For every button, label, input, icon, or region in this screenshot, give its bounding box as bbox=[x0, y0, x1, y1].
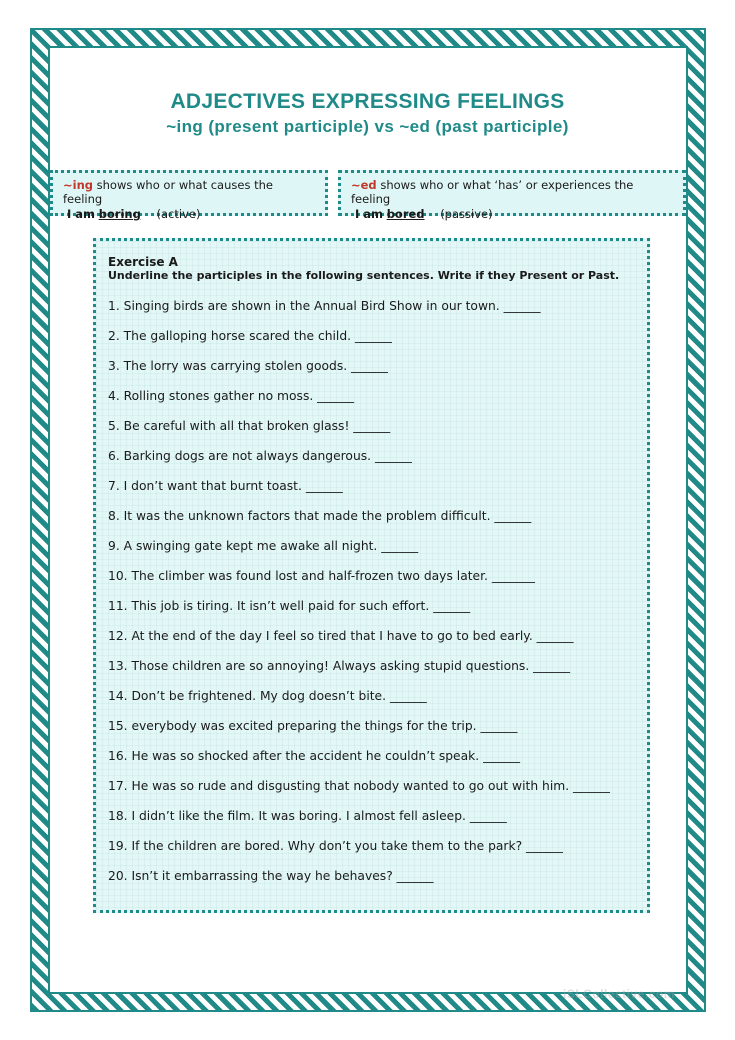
exercise-box bbox=[93, 238, 650, 913]
sentence-item: 16. He was so shocked after the accident he couldn’t speak. ______ bbox=[108, 749, 520, 763]
sentence-item: 5. Be careful with all that broken glass! ______ bbox=[108, 419, 391, 433]
rule-ed-suffix: ~ed bbox=[351, 178, 377, 192]
sentence-item: 17. He was so rude and disgusting that nobody wanted to go out with him. ______ bbox=[108, 779, 610, 793]
sentence-item: 19. If the children are bored. Why don’t you take them to the park? ______ bbox=[108, 839, 563, 853]
sentence-item: 11. This job is tiring. It isn’t well paid for such effort. ______ bbox=[108, 599, 471, 613]
rule-ing-mode: (active) bbox=[156, 207, 201, 221]
exercise-heading: Exercise A bbox=[108, 255, 178, 269]
sentence-item: 14. Don’t be frightened. My dog doesn’t bite. ______ bbox=[108, 689, 427, 703]
sentence-item: 3. The lorry was carrying stolen goods. ______ bbox=[108, 359, 388, 373]
rule-box-ing bbox=[50, 170, 328, 221]
rule-ed-example-word: bored bbox=[386, 207, 425, 221]
sentence-item: 15. everybody was excited preparing the things for the trip. ______ bbox=[108, 719, 518, 733]
rule-ing-description: shows who or what causes the feeling bbox=[63, 178, 273, 206]
worksheet-subtitle: ~ing (present participle) vs ~ed (past participle) bbox=[166, 117, 569, 136]
sentence-item: 8. It was the unknown factors that made the problem difficult. ______ bbox=[108, 509, 532, 523]
sentence-item: 9. A swinging gate kept me awake all night. ______ bbox=[108, 539, 419, 553]
rule-box-ed bbox=[338, 170, 686, 221]
sentence-item: 10. The climber was found lost and half-frozen two days later. _______ bbox=[108, 569, 535, 583]
exercise-instruction: Underline the participles in the following sentences. Write if they Present or Past. bbox=[108, 269, 620, 282]
rule-ing-example-prefix: I am bbox=[67, 207, 96, 221]
rule-ed-example bbox=[351, 207, 673, 221]
sentence-item: 7. I don’t want that burnt toast. ______ bbox=[108, 479, 343, 493]
watermark: iSLCollective.com bbox=[563, 987, 675, 1001]
sentence-item: 18. I didn’t like the film. It was boring. I almost fell asleep. ______ bbox=[108, 809, 507, 823]
sentence-item: 20. Isn’t it embarrassing the way he behaves? ______ bbox=[108, 869, 434, 883]
rule-ing-suffix: ~ing bbox=[63, 178, 93, 192]
rule-ed-example-prefix: I am bbox=[355, 207, 384, 221]
sentence-item: 2. The galloping horse scared the child. ______ bbox=[108, 329, 392, 343]
sentence-item: 4. Rolling stones gather no moss. ______ bbox=[108, 389, 355, 403]
sentence-item: 13. Those children are so annoying! Always asking stupid questions. ______ bbox=[108, 659, 571, 673]
sentence-item: 6. Barking dogs are not always dangerous. ______ bbox=[108, 449, 412, 463]
rule-ing-example bbox=[63, 207, 315, 221]
sentence-item: 1. Singing birds are shown in the Annual Bird Show in our town. ______ bbox=[108, 299, 541, 313]
rule-ing-example-word: boring bbox=[98, 207, 141, 221]
sentence-item: 12. At the end of the day I feel so tired that I have to go to bed early. ______ bbox=[108, 629, 574, 643]
rule-ed-description: shows who or what ‘has’ or experiences the feeling bbox=[351, 178, 634, 206]
worksheet-title: ADJECTIVES EXPRESSING FEELINGS bbox=[170, 90, 565, 113]
rule-ed-mode: (passive) bbox=[440, 207, 493, 221]
rule-ing-line bbox=[63, 178, 315, 206]
sentence-list bbox=[108, 298, 610, 898]
rule-ed-line bbox=[351, 178, 673, 206]
